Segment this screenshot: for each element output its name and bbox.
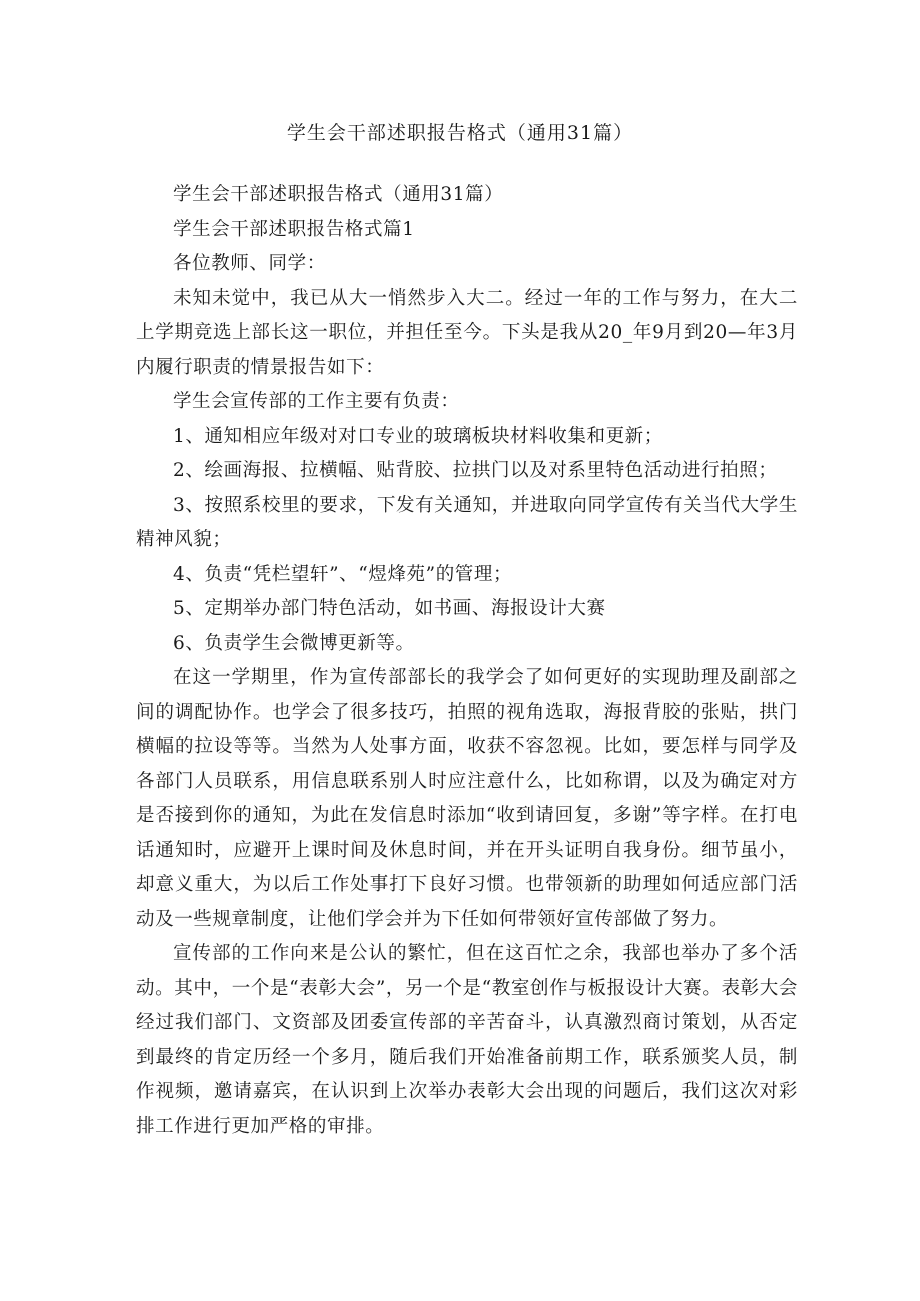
- list-item-duty-3: 3、按照系校里的要求，下发有关通知，并进取向同学宣传有关当代大学生精神风貌；: [136, 494, 798, 550]
- list-item-duty-2: 2、绘画海报、拉横幅、贴背胶、拉拱门以及对系里特色活动进行拍照；: [173, 460, 778, 481]
- paragraph-subtitle: 学生会干部述职报告格式（通用31篇）: [173, 184, 504, 205]
- paragraph-semester-review: 在这一学期里，作为宣传部部长的我学会了如何更好的实现助理及副部之间的调配协作。也学会了很多技巧，拍照的视角选取，海报背胶的张贴，拱门横幅的拉设等等。当然为人处事方面，收获不容忽视。比如，要怎样与同学及各部门人员联系，用信息联系别人时应注意什么，比如称谓，以及为确定对方是否接到你的通知，为此在发信息时添加“收到请回复，多谢”等字样。在打电话通知时，应避开上课时间及休息时间，并在开头证明自我身份。细节虽小，却意义重大，为以后工作处事打下良好习惯。也带领新的助理如何适应部门活动及一些规章制度，让他们学会并为下任如何带领好宣传部做了努力。: [136, 667, 798, 930]
- paragraph-salutation: 各位教师、同学：: [173, 253, 326, 274]
- paragraph-intro: 未知未觉中，我已从大一悄然步入大二。经过一年的工作与努力，在大二上学期竞选上部长这一职位，并担任至今。下头是我从20_年9月到20—年3月内履行职责的情景报告如下：: [136, 287, 798, 378]
- paragraph-duties-heading: 学生会宣传部的工作主要有负责：: [173, 391, 460, 412]
- list-item-duty-5: 5、定期举办部门特色活动，如书画、海报设计大赛: [173, 598, 606, 619]
- paragraph-activities: 宣传部的工作向来是公认的繁忙，但在这百忙之余，我部也举办了多个活动。其中，一个是“表彰大会”，另一个是“教室创作与板报设计大赛。表彰大会经过我们部门、文资部及团委宣传部的辛苦奋斗，认真激烈商讨策划，从否定到最终的肯定历经一个多月，随后我们开始准备前期工作，联系颁奖人员，制作视频，邀请嘉宾，在认识到上次举办表彰大会出现的问题后，我们这次对彩排工作进行更加严格的审排。: [136, 943, 798, 1137]
- paragraph-section-heading: 学生会干部述职报告格式篇1: [173, 218, 415, 240]
- document-title: 学生会干部述职报告格式（通用31篇）: [286, 122, 634, 144]
- list-item-duty-4: 4、负责“凭栏望轩”、“煜烽苑”的管理；: [173, 563, 513, 585]
- list-item-duty-1: 1、通知相应年级对对口专业的玻璃板块材料收集和更新；: [173, 425, 663, 447]
- document-body: [136, 178, 798, 1144]
- list-item-duty-6: 6、负责学生会微博更新等。: [173, 632, 415, 654]
